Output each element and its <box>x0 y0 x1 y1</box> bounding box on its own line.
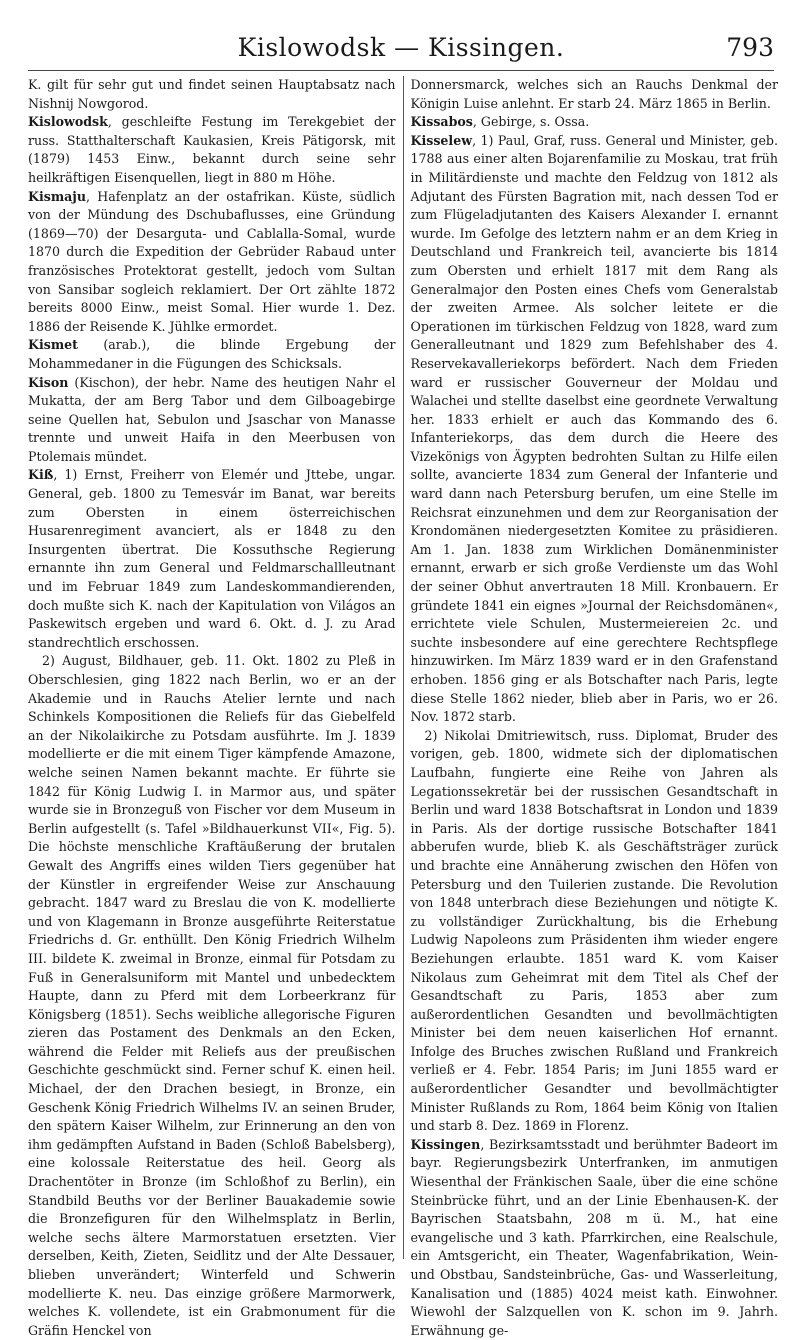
entry-paragraph <box>411 113 779 132</box>
entry-paragraph <box>411 727 779 1136</box>
entry-paragraph <box>28 76 396 113</box>
entry-text: K. gilt für sehr gut und findet seinen Hauptabsatz nach Nishnij Nowgorod. <box>28 77 396 111</box>
entry-paragraph <box>28 466 396 652</box>
entry-text: (arab.), die blinde Ergebung der Mohammedaner in die Fügungen des Schicksals. <box>28 337 396 371</box>
entry-paragraph <box>411 76 779 113</box>
entry-text: , geschleifte Festung im Terekgebiet der russ. Statthalterschaft Kaukasien, Kreis Pätigorsk, mit (1879) 1453 Einw., bekannt durch seine sehr heilkräftigen Eisenquellen, liegt in 880 m Höhe. <box>28 114 396 185</box>
entry-text: (Kischon), der hebr. Name des heutigen Nahr el Mukatta, der am Berg Tabor und dem Gilboagebirge seine Quellen hat, Sebulon und Jsaschar von Manasse trennte und unweit Haifa in den Meerbusen von Ptolemais mündet. <box>28 374 396 464</box>
entry-text: , Hafenplatz an der ostafrikan. Küste, südlich von der Mündung des Dschubaflusses, eine Gründung (1869—70) der Desarguta- und Cablalla-Somal, wurde 1870 durch die Expedition der Gebrüder Rabaud unter französisches Protektorat gestellt, jedoch vom Sultan von Sansibar sogleich reklamiert. Der Ort zählte 1872 bereits 8000 Einw., meist Somal. Hier wurde 1. Dez. 1886 der Reisende K. Jühlke ermordet. <box>28 188 396 334</box>
page-header <box>28 28 774 68</box>
left-column <box>28 76 403 1338</box>
right-column <box>404 76 779 1338</box>
entry-paragraph <box>28 188 396 337</box>
running-head: Kislowodsk — Kissingen. <box>237 33 565 62</box>
entry-headword: Kisselew <box>410 132 473 148</box>
two-column-body <box>28 76 778 1338</box>
entry-text: , Gebirge, s. Ossa. <box>472 114 590 130</box>
entry-text: , Bezirksamtsstadt und berühmter Badeort im bayr. Regierungsbezirk Unterfranken, im anmutigen Wiesenthal der Fränkischen Saale, über die eine schöne Steinbrücke führt, und an der Linie Ebenhausen-K. der Bayrischen Staatsbahn, 208 m ü. M., hat eine evangelische und 3 kath. Pfarrkirchen, eine Realschule, ein Amtsgericht, ein Theater, Wagenfabrikation, Wein- und Obstbau, Sandsteinbrüche, Gas- und Wasserleitung, Kanalisation und (1885) 4024 meist kath. Einwohner. Wiewohl der Salzquellen von K. schon im 9. Jahrh. Erwähnung ge- <box>410 1136 778 1338</box>
entry-paragraph <box>411 132 779 727</box>
entry-paragraph <box>28 374 396 467</box>
entry-paragraph <box>411 1136 779 1340</box>
entry-text: , 1) Ernst, Freiherr von Elemér und Jttebe, ungar. General, geb. 1800 zu Temesvár im Banat, war bereits zum Obersten in einem österreichischen Husarenregiment avanciert, als er 1848 zu den Insurgenten übertrat. Die Kossuthsche Regierung ernannte ihn zum General und Feldmarschallleutnant und im Februar 1849 zum Landeskommandierenden, doch mußte sich K. nach der Kapitulation von Világos an Paskewitsch ergeben und ward 6. Okt. d. J. zu Arad standrechtlich erschossen. <box>28 467 396 650</box>
entry-paragraph <box>28 113 396 187</box>
entry-text: , 1) Paul, Graf, russ. General und Minister, geb. 1788 aus einer alten Bojarenfamilie zu Moskau, trat früh in Militärdienste und machte den Feldzug von 1812 als Adjutant des Fürsten Bagration mit, nach dessen Tod er zum Flügeladjutanten des Kaisers Alexander I. ernannt wurde. Im Gefolge des letztern nahm er an dem Krieg in Deutschland und Frankreich teil, avancierte bis 1814 zum Obersten und erhielt 1817 mit dem Rang als Generalmajor den Posten eines Chefs vom Generalstab der zweiten Armee. Als solcher leitete er die Operationen im türkischen Feldzug von 1828, ward zum Generalleutnant und 1829 zum Befehlshaber des 4. Reservekavalleriekorps befördert. Nach dem Frieden ward er russischer Gouverneur der Moldau und Walachei und stellte daselbst eine geordnete Verwaltung her. 1833 erhielt er auch das Kommando des 6. Infanteriekorps, das dem durch die Heere des Vizekönigs von Ägypten bedrohten Sultan zu Hilfe eilen sollte, avancierte 1834 zum General der Infanterie und ward dann nach Petersburg berufen, um eine Stelle im Reichsrat einzunehmen und dem zur Reorganisation der Krondomänen niedergesetzten Komitee zu präsidieren. Am 1. Jan. 1838 zum Wirklichen Domänenminister ernannt, erwarb er sich große Verdienste um das Wohl der seiner Obhut anvertrauten 18 Mill. Kronbauern. Er gründete 1841 ein eignes »Journal der Reichsdomänen«, errichtete viele Schulen, Mustermeiereien 2c. und suchte insbesondere auf eine gerechtere Rechtspflege hinzuwirken. Im März 1839 ward er in den Grafenstand erhoben. 1856 ging er als Botschafter nach Paris, legte diese Stelle 1862 nieder, blieb aber in Paris, wo er 26. Nov. 1872 starb. <box>410 132 778 725</box>
entry-headword: Kismet <box>28 337 78 353</box>
header-rule <box>28 70 774 71</box>
page-number: 793 <box>726 33 774 62</box>
entry-headword: Kissabos <box>410 114 473 130</box>
entry-headword: Kismaju <box>28 188 87 204</box>
entry-headword: Kiß <box>28 467 54 483</box>
entry-text: Donnersmarck, welches sich an Rauchs Denkmal der Königin Luise anlehnt. Er starb 24. März 1865 in Berlin. <box>410 77 778 111</box>
entry-text: 2) Nikolai Dmitriewitsch, russ. Diplomat, Bruder des vorigen, geb. 1800, widmete sich der diplomatischen Laufbahn, fungierte eine Reihe von Jahren als Legationssekretär bei der russischen Gesandtschaft in Berlin und ward 1838 Botschaftsrat in London und 1839 in Paris. Als der dortige russische Botschafter 1841 abberufen wurde, blieb K. als Geschäftsträger zurück und brachte eine Annäherung zwischen den Höfen von Petersburg und den Tuilerien zustande. Die Revolution von 1848 unterbrach diese Beziehungen und nötigte K. zu vollständiger Zurückhaltung, bis die Erhebung Ludwig Napoleons zum Präsidenten ihm wieder engere Beziehungen erlaubte. 1851 ward K. vom Kaiser Nikolaus zum Geheimrat mit dem Titel als Chef der Gesandtschaft zu Paris, 1853 aber zum außerordentlichen Gesandten und bevollmächtigten Minister bei dem neuen kaiserlichen Hof ernannt. Infolge des Bruches zwischen Rußland und Frankreich verließ er 4. Febr. 1854 Paris; im Juni 1855 ward er außerordentlicher Gesandter und bevollmächtigter Minister Rußlands zu Rom, 1864 beim König von Italien und starb 8. Dez. 1869 in Florenz. <box>410 727 778 1134</box>
entry-headword: Kison <box>28 374 69 390</box>
entry-paragraph <box>28 652 396 1340</box>
entry-headword: Kislowodsk <box>28 114 108 130</box>
entry-paragraph <box>28 336 396 373</box>
entry-text: 2) August, Bildhauer, geb. 11. Okt. 1802 zu Pleß in Oberschlesien, ging 1822 nach Berlin, wo er an der Akademie und in Rauchs Atelier lernte und nach Schinkels Kompositionen die Reliefs für das Giebelfeld an der Nikolaikirche zu Potsdam ausführte. Im J. 1839 modellierte er die mit einem Tiger kämpfende Amazone, welche seinen Namen bekannt machte. Er führte sie 1842 für König Ludwig I. in Marmor aus, und später wurde sie in Bronzeguß von Fischer vor dem Museum in Berlin aufgestellt (s. Tafel »Bildhauerkunst VII«, Fig. 5). Die höchste menschliche Kraftäußerung der brutalen Gewalt des Angriffs eines wilden Tiers gegenüber hat der Künstler in ergreifender Weise zur Anschauung gebracht. 1847 ward zu Breslau die von K. modellierte und von Klagemann in Bronze ausgeführte Reiterstatue Friedrichs d. Gr. enthüllt. Den König Friedrich Wilhelm III. bildete K. zweimal in Bronze, einmal für Potsdam zu Fuß in Generalsuniform mit Mantel und unbedecktem Haupte, dann zu Pferd mit dem Lorbeerkranz für Königsberg (1851). Sechs weibliche allegorische Figuren zieren das Postament des Denkmals an den Ecken, während die Felder mit Reliefs aus der preußischen Geschichte geschmückt sind. Ferner schuf K. einen heil. Michael, der den Drachen besiegt, in Bronze, ein Geschenk König Friedrich Wilhelms IV. an seinen Bruder, den spätern Kaiser Wilhelm, zur Erinnerung an den von ihm gedämpften Aufstand in Baden (Schloß Babelsberg), eine kolossale Reiterstatue des heil. Georg als Drachentöter in Bronze (im Schloßhof zu Berlin), ein Standbild Beuths vor der Berliner Bauakademie sowie die Bronzefiguren für den Wilhelmsplatz in Berlin, welche sechs ältere Marmorstatuen ersetzten. Vier derselben, Keith, Zieten, Seidlitz und der Alte Dessauer, blieben unverändert; Winterfeld und Schwerin modellierte K. neu. Das einzige größere Marmorwerk, welches K. vollendete, ist ein Grabmonument für die Gräfin Henckel von <box>28 653 396 1338</box>
entry-headword: Kissingen <box>410 1136 481 1152</box>
